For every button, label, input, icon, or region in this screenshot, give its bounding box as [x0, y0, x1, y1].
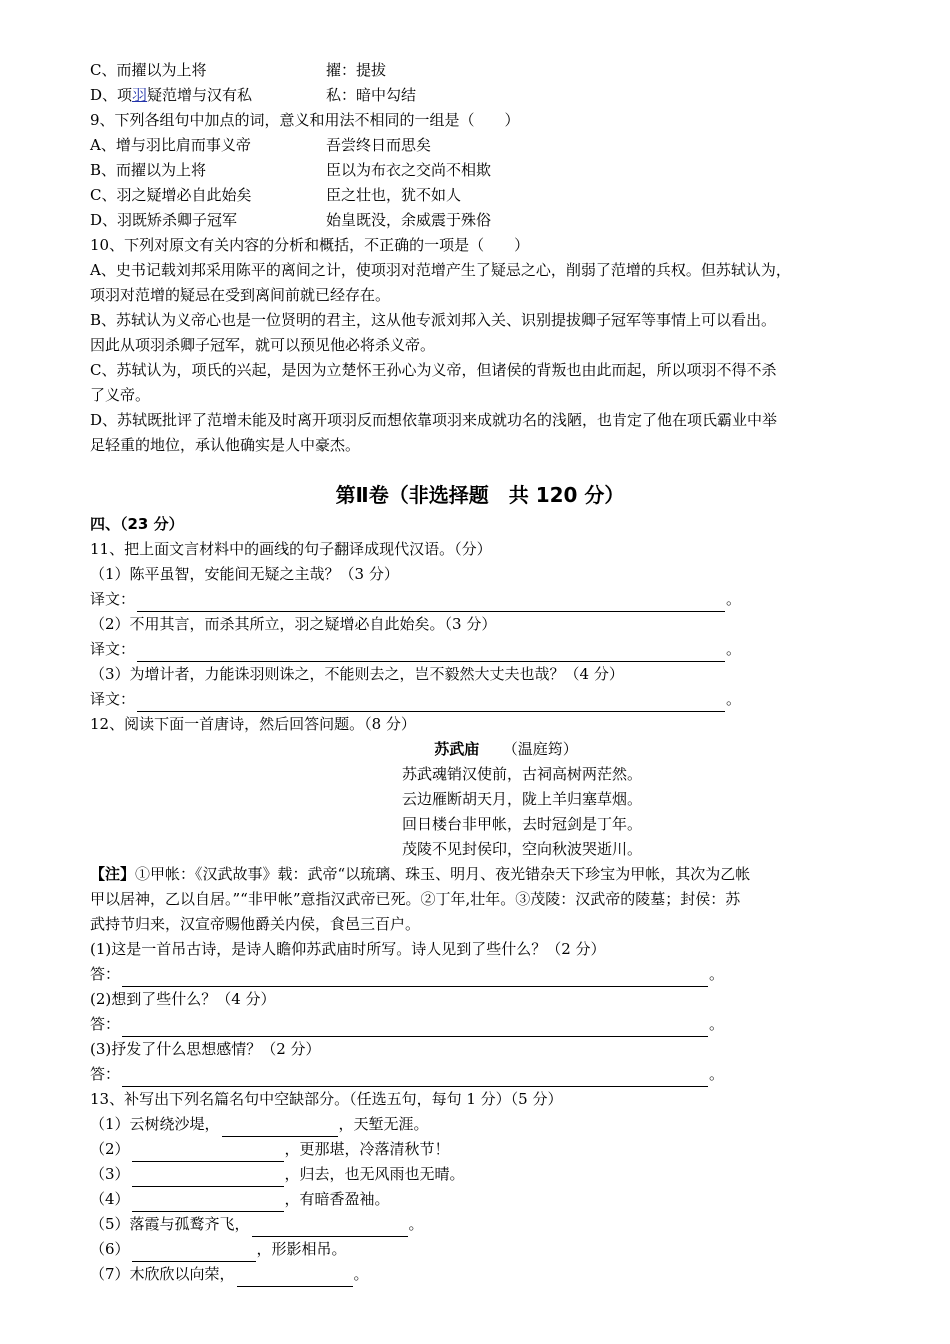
q13-item-5: （5）落霞与孤鹜齐飞， 。	[90, 1212, 870, 1237]
q12-stem: 12、阅读下面一首唐诗，然后回答问题。（8 分）	[90, 715, 416, 733]
fill-blank[interactable]	[132, 1244, 256, 1262]
q11-stem: 11、把上面文言材料中的画线的句子翻译成现代汉语。（分）	[90, 540, 492, 558]
q13-item-7: （7）木欣欣以向荣， 。	[90, 1262, 870, 1287]
poem-note-line3: 武持节归来，汉宣帝赐他爵关内侯，食邑三百户。	[90, 915, 421, 933]
q10-option-d-line2: 足轻重的地位，承认他确实是人中豪杰。	[90, 436, 361, 454]
q11-answer-1: 译文： 。	[90, 587, 870, 612]
q11-answer-3: 译文： 。	[90, 687, 870, 712]
exam-page	[90, 58, 870, 1287]
q10-option-d-line1: D、苏轼既批评了范增未能及时离开项羽反而想依靠项羽来成就功名的浅陋，也肯定了他在项氏霸业中举	[90, 411, 778, 429]
poem-line: 茂陵不见封侯印，空向秋波哭逝川。	[401, 840, 642, 858]
poem-line: 苏武魂销汉使前，古祠高树两茫然。	[401, 765, 642, 783]
q9-row-d: D、羽既矫杀卿子冠军 始皇既没，余威震于殊俗	[90, 211, 492, 229]
fill-blank[interactable]	[132, 1169, 284, 1187]
answer-line[interactable]	[122, 969, 708, 987]
q10-option-b-line1: B、苏轼认为义帝心也是一位贤明的君主，这从他专派刘邦入关、识别提拔卿子冠军等事情上可以看出。	[90, 311, 777, 329]
q13-item-6: （6） ，形影相吊。	[90, 1237, 870, 1262]
q12-sub-question-3: (3)抒发了什么思想感情？（2 分）	[90, 1040, 321, 1058]
answer-line[interactable]	[122, 1019, 708, 1037]
q13-item-1: （1）云树绕沙堤， ，天堑无涯。	[90, 1112, 870, 1137]
answer-line[interactable]	[122, 1069, 708, 1087]
q12-answer-2: 答： 。	[90, 1012, 870, 1037]
poem-author: （温庭筠）	[502, 740, 578, 758]
q13-stem: 13、补写出下列名篇名句中空缺部分。（任选五句，每句 1 分）（5 分）	[90, 1090, 563, 1108]
q12-answer-1: 答： 。	[90, 962, 870, 987]
q9-stem: 9、下列各组句中加点的词，意义和用法不相同的一组是（ ）	[90, 111, 520, 129]
q13-item-3: （3） ，归去，也无风雨也无晴。	[90, 1162, 870, 1187]
q11-sentence-1: （1）陈平虽智，安能间无疑之主哉？（3 分）	[90, 565, 399, 583]
fill-blank[interactable]	[132, 1144, 284, 1162]
q10-stem: 10、下列对原文有关内容的分析和概括，不正确的一项是（ ）	[90, 236, 530, 254]
q11-sentence-2: （2）不用其言，而杀其所立，羽之疑增必自此始矣。（3 分）	[90, 615, 497, 633]
poem-note-line2: 甲以居神，乙以自居。”“非甲帐”意指汉武帝已死。②丁年,壮年。③茂陵：汉武帝的陵墓；封侯：苏	[90, 890, 741, 908]
section-4-heading: 四、（23 分）	[90, 515, 184, 533]
q10-option-a-line2: 项羽对范增的疑忌在受到离间前就已经存在。	[90, 286, 391, 304]
q12-sub-question-2: (2)想到了些什么？（4 分）	[90, 990, 276, 1008]
q10-option-b-line2: 因此从项羽杀卿子冠军，就可以预见他必将杀义帝。	[90, 336, 436, 354]
fill-blank[interactable]	[132, 1194, 284, 1212]
poem-heading	[90, 737, 870, 762]
answer-line[interactable]	[137, 644, 725, 662]
q13-item-4: （4） ，有暗香盈袖。	[90, 1187, 870, 1212]
q9-row-b: B、而擢以为上将 臣以为布衣之交尚不相欺	[90, 161, 492, 179]
answer-line[interactable]	[137, 694, 725, 712]
q13-item-2: （2） ，更那堪，冷落清秋节！	[90, 1137, 870, 1162]
answer-line[interactable]	[137, 594, 725, 612]
part2-title: 第Ⅱ卷（非选择题 共 120 分）	[335, 483, 625, 507]
poem-line: 回日楼台非甲帐，去时冠剑是丁年。	[401, 815, 642, 833]
q12-sub-question-1: (1)这是一首吊古诗，是诗人瞻仰苏武庙时所写。诗人见到了些什么？（2 分）	[90, 940, 606, 958]
q8-option-c: C、而擢以为上将 擢：提拔	[90, 61, 387, 79]
q10-option-c-line1: C、苏轼认为，项氏的兴起，是因为立楚怀王孙心为义帝，但诸侯的背叛也由此而起，所以项羽不得不杀	[90, 361, 777, 379]
q11-sentence-3: （3）为增计者，力能诛羽则诛之，不能则去之，岂不毅然大丈夫也哉？（4 分）	[90, 665, 624, 683]
q11-answer-2: 译文： 。	[90, 637, 870, 662]
q9-row-a: A、增与羽比肩而事义帝 吾尝终日而思矣	[90, 136, 432, 154]
q12-answer-3: 答： 。	[90, 1062, 870, 1087]
fill-blank[interactable]	[237, 1269, 353, 1287]
hyperlink-yu[interactable]: 羽	[132, 86, 148, 104]
poem-note-line1: 【注】①甲帐：《汉武故事》载：武帝“以琉璃、珠玉、明月、夜光错杂天下珍宝为甲帐，其次为乙帐	[90, 865, 751, 883]
q10-option-a-line1: A、史书记载刘邦采用陈平的离间之计，使项羽对范增产生了疑忌之心，削弱了范增的兵权。但苏轼认为，	[90, 261, 791, 279]
q10-option-c-line2: 了义帝。	[90, 386, 151, 404]
poem-title: 苏武庙	[434, 740, 480, 758]
q9-row-c: C、羽之疑增必自此始矣 臣之壮也，犹不如人	[90, 186, 462, 204]
q8-option-d: D、项羽疑范增与汉有私 私：暗中勾结	[90, 86, 417, 104]
fill-blank[interactable]	[222, 1119, 338, 1137]
fill-blank[interactable]	[252, 1219, 408, 1237]
poem-line: 云边雁断胡天月，陇上羊归塞草烟。	[401, 790, 642, 808]
